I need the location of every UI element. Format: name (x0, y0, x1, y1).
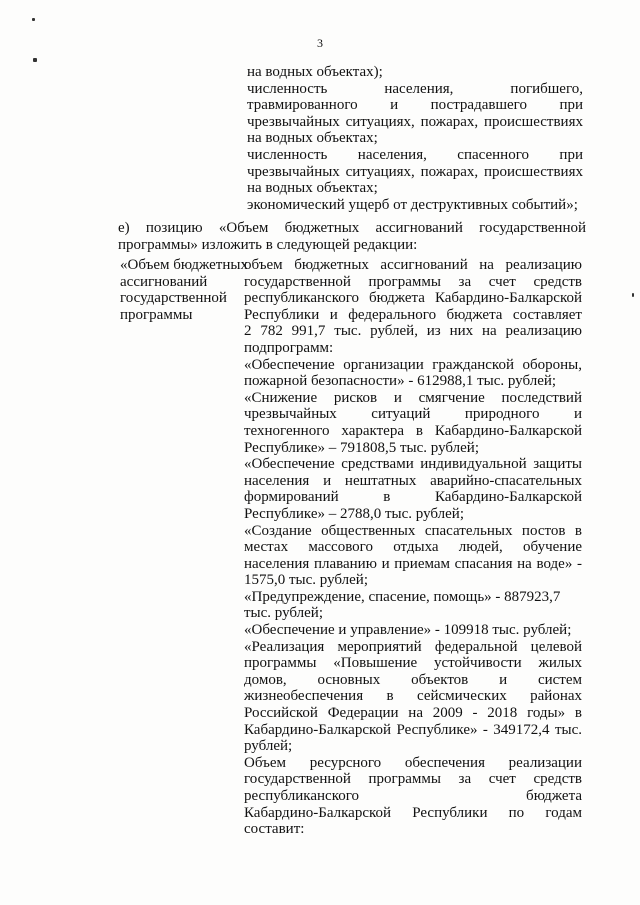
text-line: объем бюджетных ассигнований на реализацию (244, 257, 582, 273)
text-line: Кабардино-Балкарской Республике» - 349172,4 тыс. (244, 721, 582, 738)
subprogram-item (244, 523, 582, 589)
label-line: «Объем бюджетных (120, 257, 248, 273)
scan-speck (33, 58, 37, 62)
position-content (244, 257, 582, 838)
text-line: «Обеспечение организации гражданской обороны, (244, 356, 582, 373)
text-line: республиканского бюджета (244, 788, 582, 804)
text-line: «Обеспечение и управление» - 109918 тыс. рублей; (244, 622, 572, 639)
subprogram-item (244, 357, 582, 390)
page-number: 3 (317, 36, 323, 50)
text-line: государственной программы за счет средств (244, 273, 582, 290)
text-line: пожарной безопасности» - 612988,1 тыс. рублей; (244, 373, 557, 390)
text-line: травмированного и пострадавшего при (247, 97, 583, 114)
indicator-item (247, 64, 583, 81)
text-line: чрезвычайных ситуациях, пожарах, происшествиях (247, 163, 583, 180)
paragraph-e-line-1: е) позицию «Объем бюджетных ассигнований государственной (118, 220, 586, 236)
text-line: на водных объектах); (247, 64, 383, 80)
text-line: Российской Федерации на 2009 - 2018 годы» в (244, 705, 582, 722)
text-line: на водных объектах; (247, 180, 378, 197)
paragraph-e-line-2: программы» изложить в следующей редакции: (118, 237, 418, 253)
subprogram-item (244, 589, 582, 622)
text-line: численность населения, погибшего, (247, 80, 583, 97)
label-line: государственной (120, 290, 227, 307)
text-line: Объем ресурсного обеспечения реализации (244, 754, 582, 771)
subprogram-item (244, 622, 582, 639)
label-line: программы (120, 306, 193, 323)
paragraph-e-continuation (118, 237, 458, 254)
text-line: «Создание общественных спасательных постов в (244, 522, 582, 539)
subprogram-item (244, 456, 582, 522)
text-line: «Предупреждение, спасение, помощь» - 887923,7 (244, 588, 561, 605)
text-line: Республике» – 791808,5 тыс. рублей; (244, 439, 479, 456)
text-line: Республике» – 2788,0 тыс. рублей; (244, 505, 464, 522)
indicator-item (247, 81, 583, 147)
text-line: тыс. рублей; (244, 605, 323, 622)
text-line: населения и нештатных аварийно-спасательных (244, 472, 582, 489)
text-line: чрезвычайных ситуациях, пожарах, происшествиях (247, 113, 583, 130)
scan-speck (632, 293, 634, 297)
text-line: программы «Повышение устойчивости жилых (244, 655, 582, 672)
indicator-item (247, 147, 583, 197)
subprogram-item (244, 639, 582, 755)
text-line: жизнеобеспечения в сейсмических районах (244, 688, 582, 705)
text-line: местах массового отдыха людей, обучение (244, 539, 582, 556)
text-line: Республики и федерального бюджета составляет (244, 306, 582, 323)
indicator-list (247, 64, 583, 213)
text-line: 1575,0 тыс. рублей; (244, 572, 368, 589)
text-line: численность населения, спасенного при (247, 146, 583, 163)
text-line: техногенного характера в Кабардино-Балкарской (244, 422, 582, 439)
text-line: Кабардино-Балкарской Республики по годам (244, 804, 582, 821)
text-line: формирований в Кабардино-Балкарской (244, 489, 582, 506)
funding-item-total (244, 257, 582, 357)
text-line: экономический ущерб от деструктивных событий»; (247, 196, 578, 213)
text-line: домов, основных объектов и систем (244, 671, 582, 688)
text-line: подпрограмм: (244, 339, 334, 356)
text-line: 2 782 991,7 тыс. рублей, из них на реализацию (244, 323, 582, 340)
subprogram-item (244, 390, 582, 456)
indicator-item (247, 197, 583, 214)
scan-speck (32, 18, 35, 21)
text-line: на водных объектах; (247, 130, 378, 147)
text-line: «Снижение рисков и смягчение последствий (244, 389, 582, 406)
text-line: «Обеспечение средствами индивидуальной защиты (244, 456, 582, 473)
text-line: государственной программы за счет средств (244, 771, 582, 788)
text-line: республиканского бюджета Кабардино-Балкарской (244, 290, 582, 307)
text-line: рублей; (244, 738, 293, 755)
text-line: населения плаванию и приемам спасания на воде» - (244, 555, 582, 572)
text-line: составит: (244, 821, 305, 838)
text-line: «Реализация мероприятий федеральной целевой (244, 638, 582, 655)
label-line: ассигнований (120, 273, 208, 290)
position-label (120, 257, 248, 323)
paragraph-e (118, 220, 586, 237)
resource-support-item (244, 755, 582, 838)
text-line: чрезвычайных ситуаций природного и (244, 406, 582, 423)
